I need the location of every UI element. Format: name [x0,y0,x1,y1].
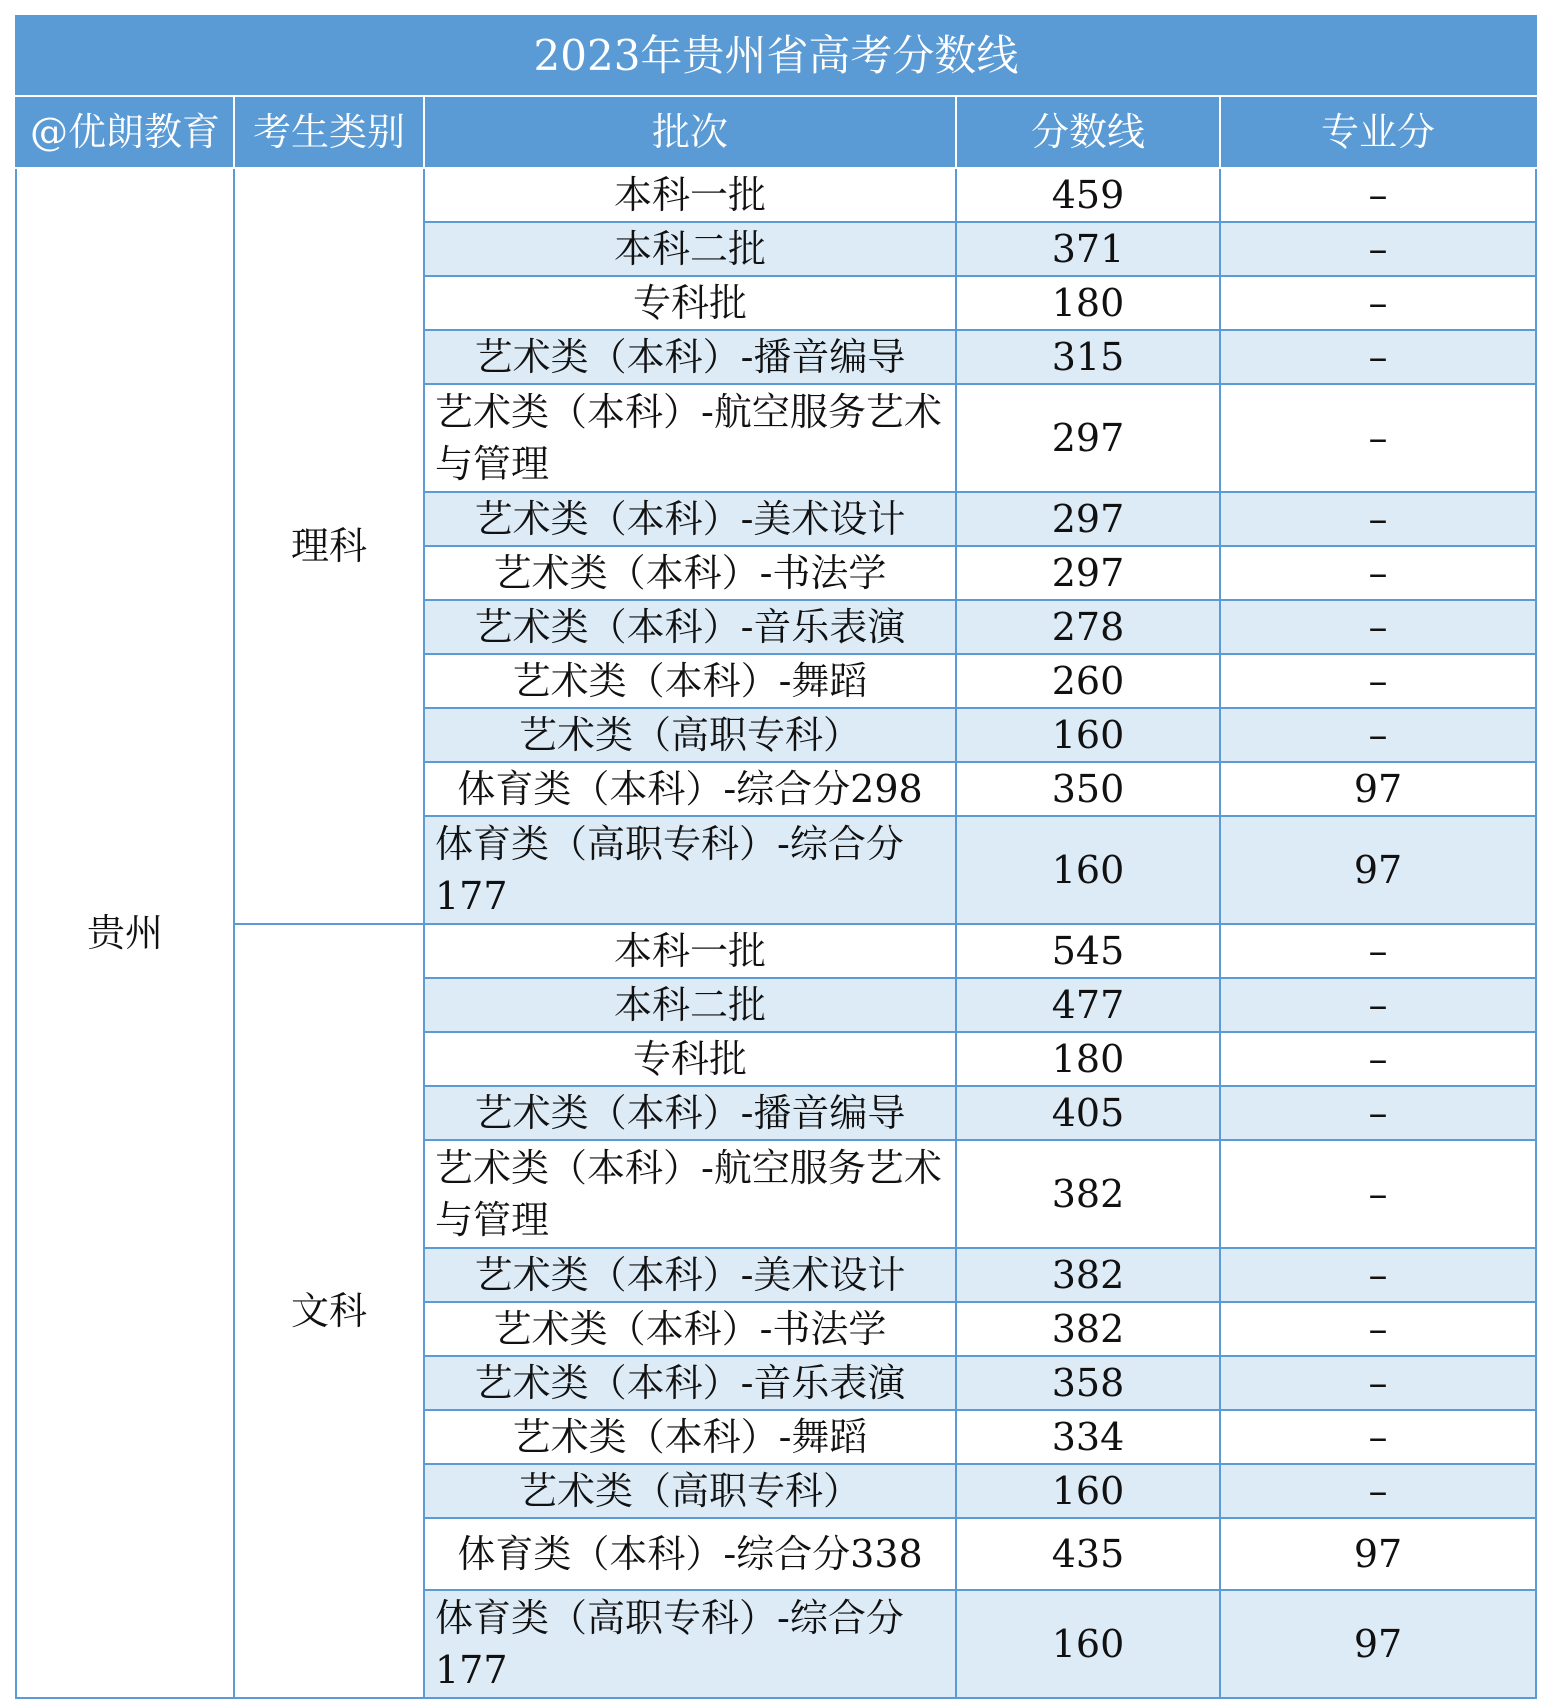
major-score-cell: – [1220,654,1536,708]
batch-cell: 艺术类（本科）-音乐表演 [424,600,956,654]
score-cell: 382 [956,1140,1220,1248]
table-title: 2023年贵州省高考分数线 [16,16,1536,96]
major-score-cell: – [1220,978,1536,1032]
score-cell: 371 [956,222,1220,276]
score-sheet [15,15,1535,1692]
score-cell: 297 [956,384,1220,492]
batch-cell: 艺术类（本科）-舞蹈 [424,1410,956,1464]
batch-cell: 艺术类（高职专科） [424,1464,956,1518]
major-score-cell: – [1220,1302,1536,1356]
score-table [15,15,1537,1699]
score-cell: 315 [956,330,1220,384]
category-header: 考生类别 [234,96,424,168]
major-score-cell: – [1220,1356,1536,1410]
score-cell: 160 [956,816,1220,924]
batch-cell: 专科批 [424,276,956,330]
score-cell: 459 [956,168,1220,222]
watermark-header: @优朗教育 [16,96,234,168]
category-cell: 理科 [234,168,424,924]
major-score-cell: – [1220,1032,1536,1086]
batch-cell: 体育类（高职专科）-综合分177 [424,816,956,924]
score-cell: 382 [956,1302,1220,1356]
score-cell: 297 [956,492,1220,546]
batch-cell: 本科一批 [424,924,956,978]
batch-cell: 艺术类（高职专科） [424,708,956,762]
major-score-cell: 97 [1220,1518,1536,1590]
batch-cell: 艺术类（本科）-美术设计 [424,492,956,546]
score-cell: 405 [956,1086,1220,1140]
score-cell: 160 [956,708,1220,762]
major-score-cell: – [1220,1086,1536,1140]
major-score-cell: – [1220,708,1536,762]
score-cell: 180 [956,1032,1220,1086]
score-cell: 278 [956,600,1220,654]
batch-cell: 专科批 [424,1032,956,1086]
batch-cell: 体育类（本科）-综合分338 [424,1518,956,1590]
score-cell: 160 [956,1590,1220,1698]
title-row [16,16,1536,96]
major-score-cell: – [1220,924,1536,978]
batch-cell: 体育类（本科）-综合分298 [424,762,956,816]
major-score-cell: 97 [1220,816,1536,924]
major-score-cell: – [1220,1140,1536,1248]
major-score-cell: – [1220,276,1536,330]
major-score-cell: – [1220,330,1536,384]
batch-cell: 艺术类（本科）-书法学 [424,546,956,600]
score-cell: 297 [956,546,1220,600]
major-score-cell: – [1220,168,1536,222]
score-cell: 160 [956,1464,1220,1518]
score-cell: 477 [956,978,1220,1032]
score-cell: 358 [956,1356,1220,1410]
batch-cell: 艺术类（本科）-航空服务艺术与管理 [424,1140,956,1248]
header-row [16,96,1536,168]
score-cell: 334 [956,1410,1220,1464]
batch-cell: 体育类（高职专科）-综合分177 [424,1590,956,1698]
score-cell: 350 [956,762,1220,816]
batch-cell: 艺术类（本科）-舞蹈 [424,654,956,708]
score-cell: 382 [956,1248,1220,1302]
major-score-cell: 97 [1220,762,1536,816]
table-row [16,924,1536,978]
batch-cell: 艺术类（本科）-播音编导 [424,1086,956,1140]
batch-cell: 艺术类（本科）-美术设计 [424,1248,956,1302]
batch-cell: 艺术类（本科）-书法学 [424,1302,956,1356]
major-score-cell: – [1220,384,1536,492]
batch-cell: 本科二批 [424,222,956,276]
major-score-cell: – [1220,492,1536,546]
score-cell: 180 [956,276,1220,330]
table-row [16,168,1536,222]
major-score-cell: – [1220,600,1536,654]
major-score-cell: – [1220,1248,1536,1302]
batch-cell: 本科二批 [424,978,956,1032]
major-header: 专业分 [1220,96,1536,168]
batch-header: 批次 [424,96,956,168]
batch-cell: 艺术类（本科）-播音编导 [424,330,956,384]
major-score-cell: – [1220,546,1536,600]
batch-cell: 艺术类（本科）-音乐表演 [424,1356,956,1410]
major-score-cell: – [1220,1410,1536,1464]
score-header: 分数线 [956,96,1220,168]
batch-cell: 本科一批 [424,168,956,222]
score-cell: 260 [956,654,1220,708]
batch-cell: 艺术类（本科）-航空服务艺术与管理 [424,384,956,492]
major-score-cell: – [1220,1464,1536,1518]
score-cell: 545 [956,924,1220,978]
score-cell: 435 [956,1518,1220,1590]
major-score-cell: – [1220,222,1536,276]
category-cell: 文科 [234,924,424,1698]
major-score-cell: 97 [1220,1590,1536,1698]
province-cell: 贵州 [16,168,234,1698]
